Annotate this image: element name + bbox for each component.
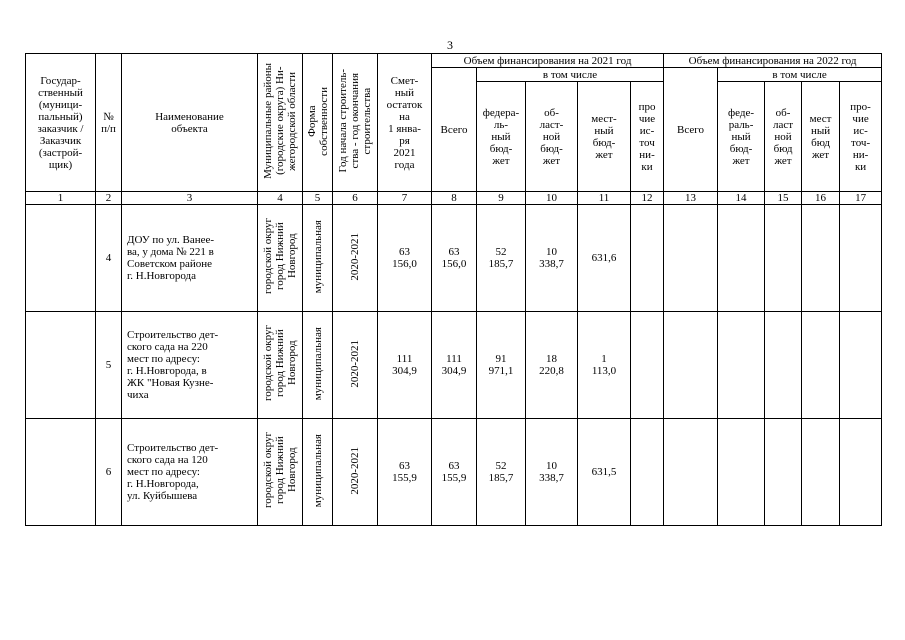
cell-mun-2022 xyxy=(802,312,840,419)
header-reg-2022: об- ласт ной бюд жет xyxy=(765,82,802,192)
column-number: 8 xyxy=(432,192,477,205)
cell-estimate: 111 304,9 xyxy=(378,312,432,419)
cell-total-2022 xyxy=(664,419,718,526)
column-number: 4 xyxy=(258,192,303,205)
cell-reg-2021: 10 338,7 xyxy=(526,205,578,312)
cell-reg-2022 xyxy=(765,205,802,312)
header-fin-2022: Объем финансирования на 2022 год xyxy=(664,54,882,68)
column-number: 3 xyxy=(122,192,258,205)
header-incl-2022: в том числе xyxy=(718,68,882,82)
header-fin-2021: Объем финансирования на 2021 год xyxy=(432,54,664,68)
column-number: 17 xyxy=(840,192,882,205)
header-customer: Государ- ственный (муници- пальный) заказчик / Заказчик (застрой- щик) xyxy=(26,54,96,192)
cell-total-2022 xyxy=(664,312,718,419)
cell-customer xyxy=(26,419,96,526)
header-estimate-balance: Смет- ный остаток на 1 янва- ря 2021 года xyxy=(378,54,432,192)
column-number: 14 xyxy=(718,192,765,205)
cell-object-name: Строительство дет- ского сада на 120 мест по адресу: г. Н.Новгорода, ул. Куйбышева xyxy=(122,419,258,526)
cell-fed-2021: 91 971,1 xyxy=(477,312,526,419)
cell-customer xyxy=(26,312,96,419)
header-mun-2021: мест- ный бюд- жет xyxy=(578,82,631,192)
cell-mun-2021: 631,6 xyxy=(578,205,631,312)
cell-object-name: Строительство дет- ского сада на 220 мест по адресу: г. Н.Новгорода, в ЖК "Новая Кузне- чиха xyxy=(122,312,258,419)
header-years: Год начала строитель- ства - год окончания строительства xyxy=(333,54,378,192)
table-row xyxy=(26,312,882,419)
header-other-2022: про- чие ис- точ- ни- ки xyxy=(840,82,882,192)
column-number: 16 xyxy=(802,192,840,205)
column-number: 15 xyxy=(765,192,802,205)
cell-fed-2022 xyxy=(718,419,765,526)
column-number: 6 xyxy=(333,192,378,205)
cell-fed-2022 xyxy=(718,205,765,312)
cell-years: 2020-2021 xyxy=(333,205,378,312)
cell-total-2021: 111 304,9 xyxy=(432,312,477,419)
cell-num: 4 xyxy=(96,205,122,312)
header-mun-2022: мест ный бюд жет xyxy=(802,82,840,192)
cell-object-name: ДОУ по ул. Ванее- ва, у дома № 221 в Советском районе г. Н.Новгорода xyxy=(122,205,258,312)
header-fed-2022: феде- раль- ный бюд- жет xyxy=(718,82,765,192)
cell-other-2021 xyxy=(631,419,664,526)
cell-total-2022 xyxy=(664,205,718,312)
cell-ownership: муниципальная xyxy=(303,419,333,526)
header-reg-2021: об- ласт- ной бюд- жет xyxy=(526,82,578,192)
header-incl-2021: в том числе xyxy=(477,68,664,82)
cell-total-2021: 63 156,0 xyxy=(432,205,477,312)
cell-other-2022 xyxy=(840,312,882,419)
cell-other-2022 xyxy=(840,419,882,526)
column-number: 1 xyxy=(26,192,96,205)
column-number: 13 xyxy=(664,192,718,205)
column-number: 5 xyxy=(303,192,333,205)
cell-total-2021: 63 155,9 xyxy=(432,419,477,526)
cell-num: 5 xyxy=(96,312,122,419)
cell-estimate: 63 155,9 xyxy=(378,419,432,526)
header-districts: Муниципальные районы (городские округа) Ни- жегородской области xyxy=(258,54,303,192)
header-ownership: Форма собственности xyxy=(303,54,333,192)
cell-years: 2020-2021 xyxy=(333,419,378,526)
column-number: 11 xyxy=(578,192,631,205)
cell-mun-2021: 631,5 xyxy=(578,419,631,526)
cell-district: городской округ город Нижний Новгород xyxy=(258,205,303,312)
cell-fed-2022 xyxy=(718,312,765,419)
table-row xyxy=(26,419,882,526)
cell-other-2021 xyxy=(631,312,664,419)
column-number: 10 xyxy=(526,192,578,205)
cell-other-2021 xyxy=(631,205,664,312)
header-total-2021: Всего xyxy=(432,68,477,192)
cell-num: 6 xyxy=(96,419,122,526)
column-number-row xyxy=(26,192,882,205)
column-number: 2 xyxy=(96,192,122,205)
cell-reg-2022 xyxy=(765,419,802,526)
financing-table xyxy=(25,53,882,526)
cell-mun-2021: 1 113,0 xyxy=(578,312,631,419)
cell-mun-2022 xyxy=(802,419,840,526)
cell-district: городской округ город Нижний Новгород xyxy=(258,419,303,526)
cell-reg-2022 xyxy=(765,312,802,419)
column-number: 12 xyxy=(631,192,664,205)
cell-years: 2020-2021 xyxy=(333,312,378,419)
column-number: 7 xyxy=(378,192,432,205)
cell-other-2022 xyxy=(840,205,882,312)
cell-fed-2021: 52 185,7 xyxy=(477,205,526,312)
header-num: № п/п xyxy=(96,54,122,192)
cell-district: городской округ город Нижний Новгород xyxy=(258,312,303,419)
cell-ownership: муниципальная xyxy=(303,312,333,419)
cell-ownership: муниципальная xyxy=(303,205,333,312)
header-total-2022: Всего xyxy=(664,68,718,192)
table-row xyxy=(26,205,882,312)
cell-estimate: 63 156,0 xyxy=(378,205,432,312)
header-fed-2021: федера- ль- ный бюд- жет xyxy=(477,82,526,192)
cell-reg-2021: 18 220,8 xyxy=(526,312,578,419)
column-number: 9 xyxy=(477,192,526,205)
header-other-2021: про чие ис- точ ни- ки xyxy=(631,82,664,192)
cell-reg-2021: 10 338,7 xyxy=(526,419,578,526)
cell-fed-2021: 52 185,7 xyxy=(477,419,526,526)
page-number: 3 xyxy=(447,38,453,52)
cell-customer xyxy=(26,205,96,312)
header-object-name: Наименование объекта xyxy=(122,54,258,192)
cell-mun-2022 xyxy=(802,205,840,312)
